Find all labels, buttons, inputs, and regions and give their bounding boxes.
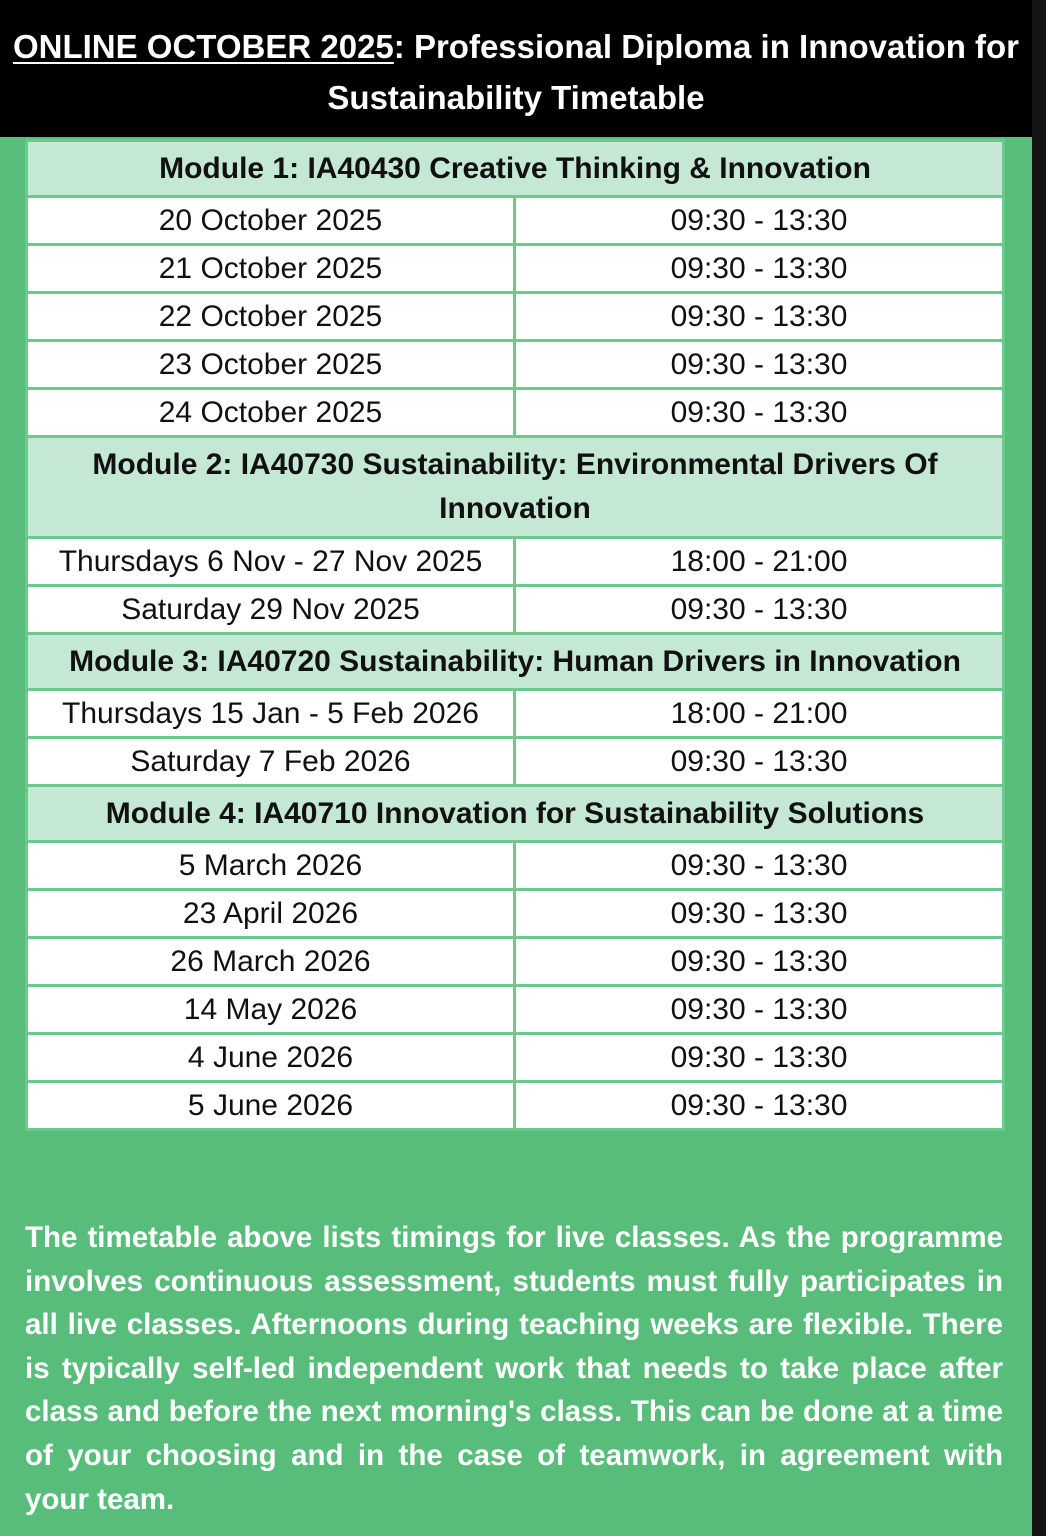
table-row [27, 538, 1004, 586]
time-cell: 09:30 - 13:30 [515, 1034, 1004, 1082]
table-row [27, 890, 1004, 938]
table-row [27, 586, 1004, 634]
timetable-note: The timetable above lists timings for live classes. As the programme involves continuous assessment, students must fully participates in all live classes. Afternoons during teaching weeks are flexible. There is typically self-led independent work that needs to take place after class and before the next morning's class. This can be done at a time of your choosing and in the case of teamwork, in agreement with your team. [25, 1221, 1003, 1516]
date-cell: 4 June 2026 [27, 1034, 515, 1082]
table-row [27, 245, 1004, 293]
date-cell: 24 October 2025 [27, 389, 515, 437]
table-row [27, 1082, 1004, 1130]
time-cell: 09:30 - 13:30 [515, 842, 1004, 890]
table-row [27, 842, 1004, 890]
time-cell: 09:30 - 13:30 [515, 341, 1004, 389]
date-cell: 23 October 2025 [27, 341, 515, 389]
module-title: Module 3: IA40720 Sustainability: Human Drivers in Innovation [27, 634, 1004, 690]
table-row [27, 341, 1004, 389]
date-cell: 22 October 2025 [27, 293, 515, 341]
time-cell: 09:30 - 13:30 [515, 890, 1004, 938]
time-cell: 09:30 - 13:30 [515, 586, 1004, 634]
timetable [25, 139, 1005, 1131]
table-row [27, 938, 1004, 986]
date-cell: Thursdays 6 Nov - 27 Nov 2025 [27, 538, 515, 586]
time-cell: 09:30 - 13:30 [515, 1082, 1004, 1130]
time-cell: 09:30 - 13:30 [515, 197, 1004, 245]
date-cell: 20 October 2025 [27, 197, 515, 245]
module-title: Module 2: IA40730 Sustainability: Environmental Drivers Of Innovation [27, 437, 1004, 538]
table-row [27, 986, 1004, 1034]
time-cell: 18:00 - 21:00 [515, 690, 1004, 738]
date-cell: Saturday 7 Feb 2026 [27, 738, 515, 786]
time-cell: 18:00 - 21:00 [515, 538, 1004, 586]
table-row [27, 690, 1004, 738]
module-header-row [27, 437, 1004, 538]
module-header-row [27, 634, 1004, 690]
time-cell: 09:30 - 13:30 [515, 738, 1004, 786]
title-term: ONLINE OCTOBER 2025 [12, 28, 394, 65]
title-rest: : Professional Diploma in Innovation for Sustainability Timetable [327, 28, 1020, 116]
date-cell: Thursdays 15 Jan - 5 Feb 2026 [27, 690, 515, 738]
table-row [27, 197, 1004, 245]
table-row [27, 738, 1004, 786]
time-cell: 09:30 - 13:30 [515, 986, 1004, 1034]
time-cell: 09:30 - 13:30 [515, 389, 1004, 437]
time-cell: 09:30 - 13:30 [515, 245, 1004, 293]
date-cell: 5 June 2026 [27, 1082, 515, 1130]
right-edge-strip [1032, 0, 1046, 1536]
date-cell: 21 October 2025 [27, 245, 515, 293]
module-header-row [27, 141, 1004, 197]
time-cell: 09:30 - 13:30 [515, 293, 1004, 341]
date-cell: 14 May 2026 [27, 986, 515, 1034]
date-cell: 5 March 2026 [27, 842, 515, 890]
page-header [0, 0, 1032, 137]
module-title: Module 4: IA40710 Innovation for Sustainability Solutions [27, 786, 1004, 842]
table-row [27, 389, 1004, 437]
time-cell: 09:30 - 13:30 [515, 938, 1004, 986]
date-cell: 26 March 2026 [27, 938, 515, 986]
module-header-row [27, 786, 1004, 842]
date-cell: 23 April 2026 [27, 890, 515, 938]
table-row [27, 1034, 1004, 1082]
date-cell: Saturday 29 Nov 2025 [27, 586, 515, 634]
module-title: Module 1: IA40430 Creative Thinking & Innovation [27, 141, 1004, 197]
table-row [27, 293, 1004, 341]
